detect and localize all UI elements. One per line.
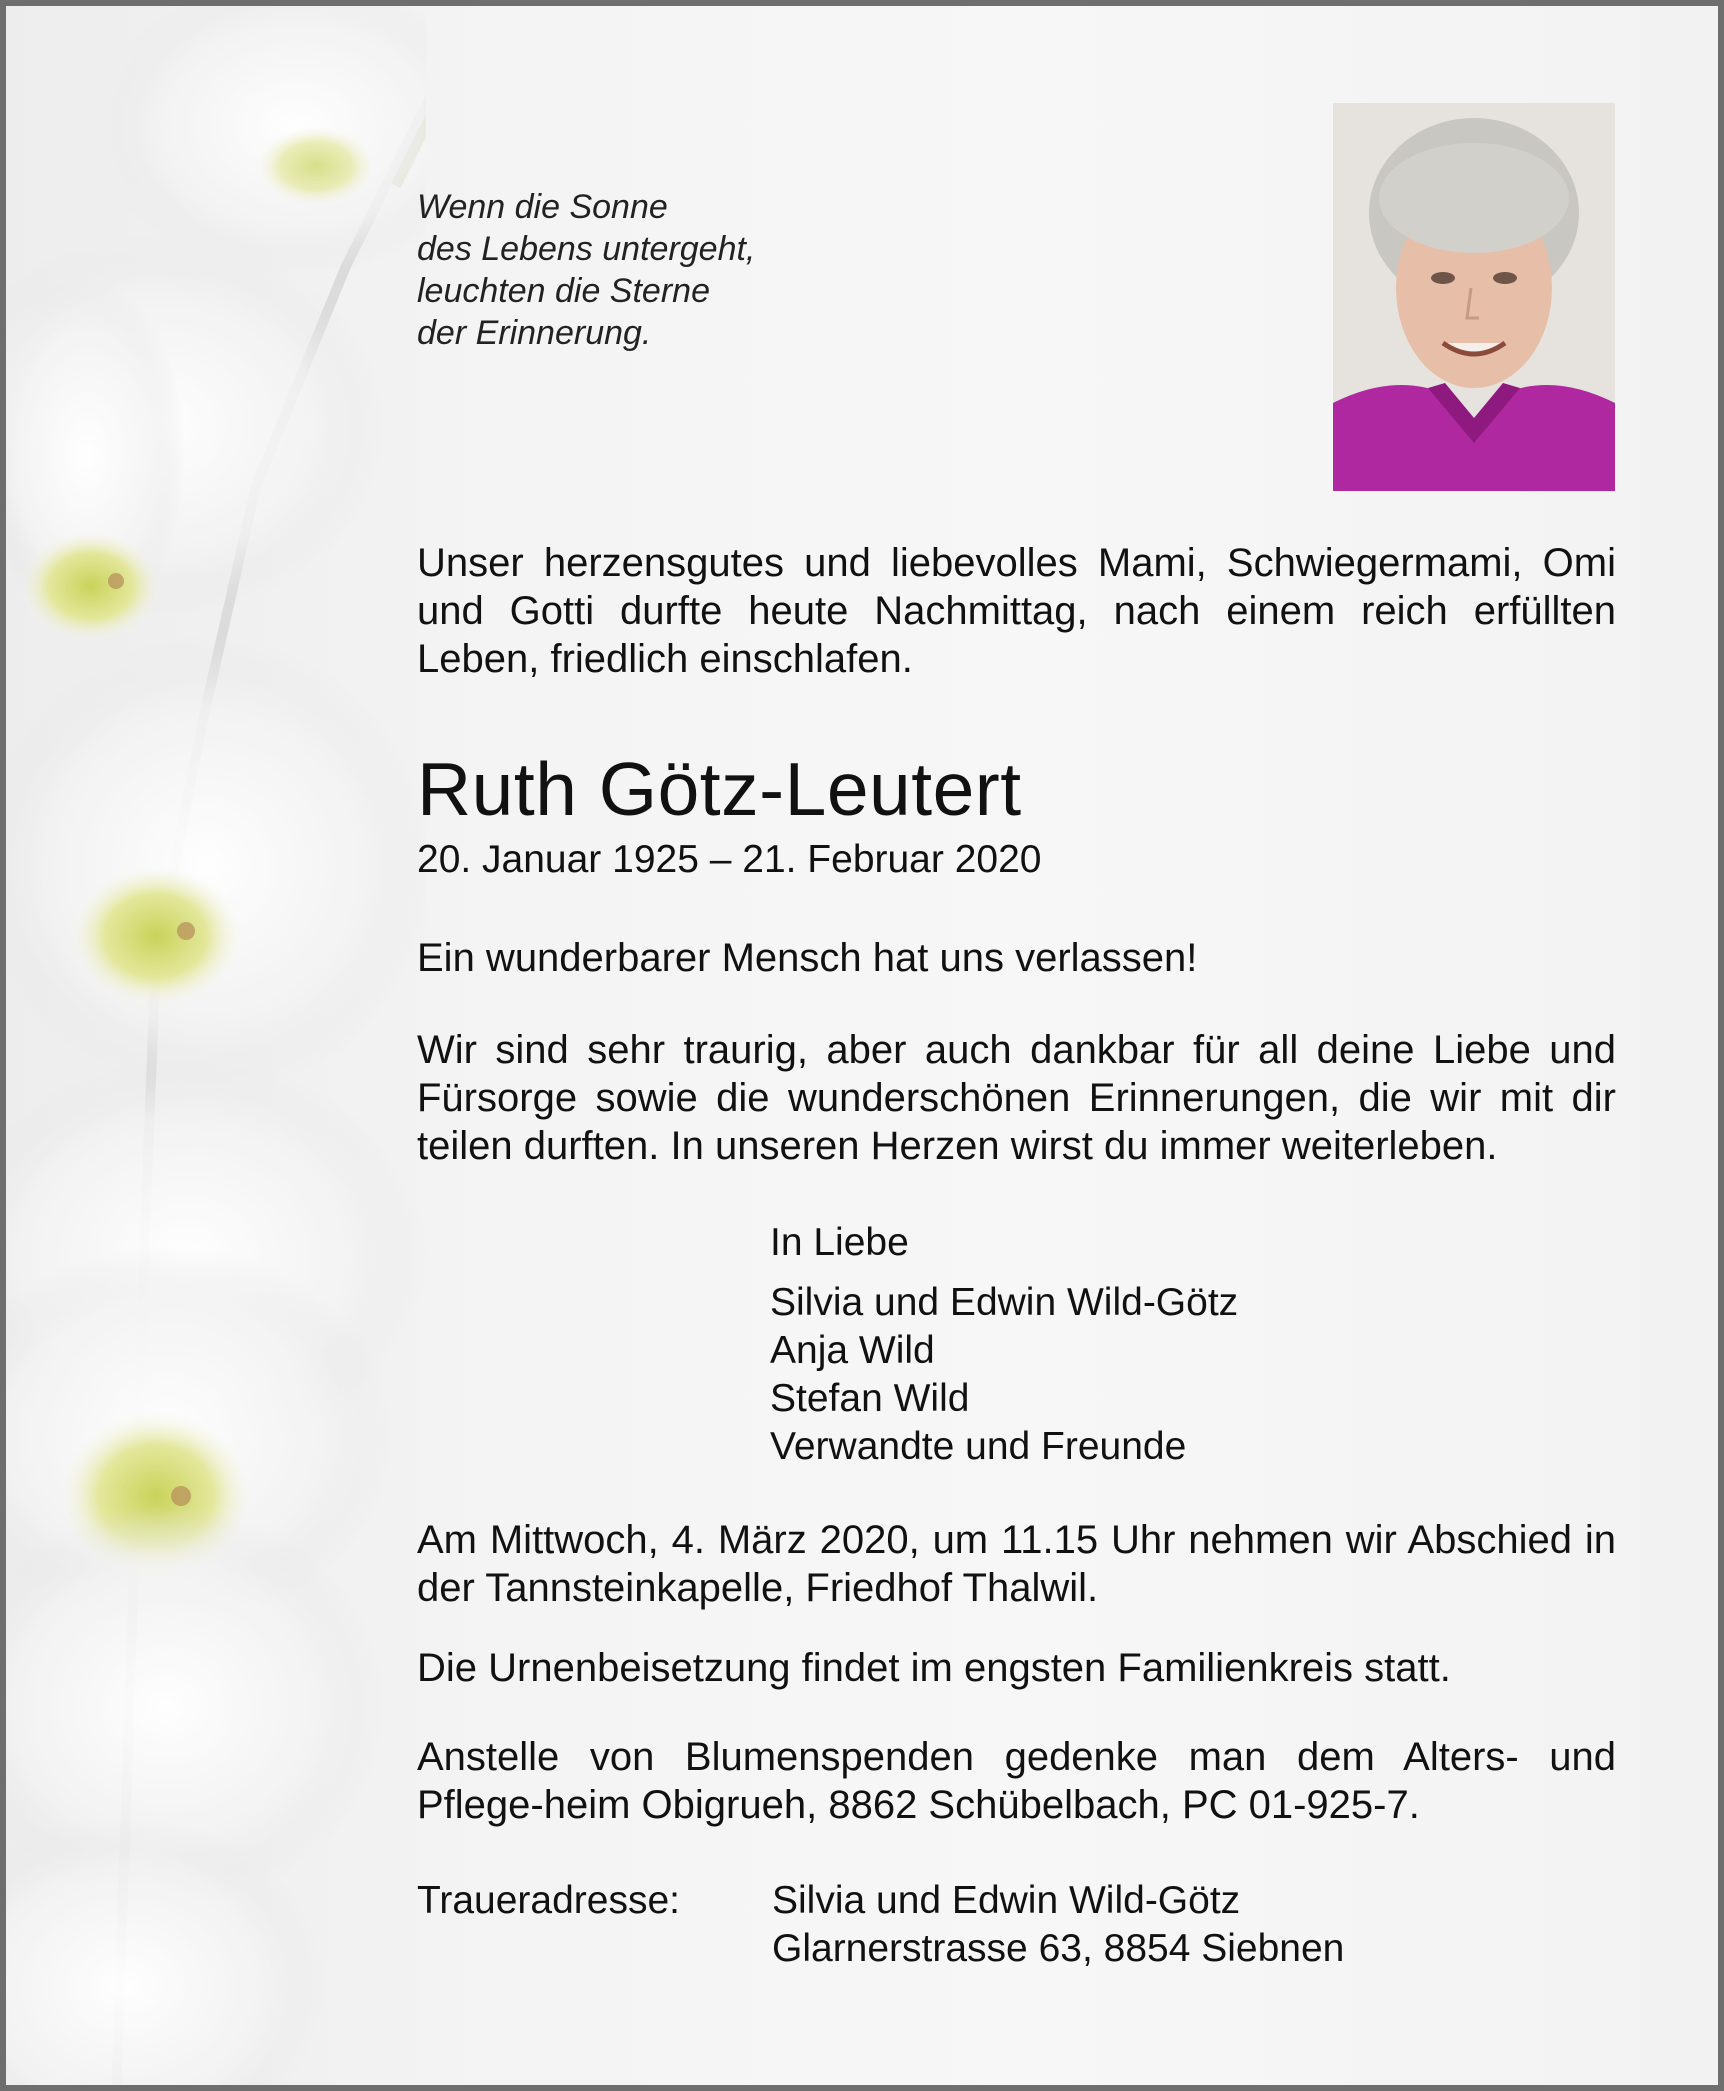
- grief-paragraph: Wir sind sehr traurig, aber auch dankbar für all deine Liebe und Fürsorge sowie die wunderschönen Erinnerungen, die wir mit dir teilen durften. In unseren Herzen wirst du immer weiterleben.: [417, 1028, 1616, 1168]
- address-line: Glarnerstrasse 63, 8854 Siebnen: [772, 1927, 1345, 1970]
- mourner-name: Silvia und Edwin Wild-Götz: [770, 1281, 1239, 1324]
- mourner-name: Anja Wild: [770, 1329, 935, 1372]
- life-dates: 20. Januar 1925 – 21. Februar 2020: [417, 838, 1042, 881]
- mourner-name: Verwandte und Freunde: [770, 1425, 1187, 1468]
- signature-names: [770, 1279, 1238, 1471]
- address-block: [772, 1877, 1344, 1973]
- deceased-name: Ruth Götz-Leutert: [417, 747, 1022, 831]
- signature-closing: In Liebe: [770, 1221, 909, 1264]
- address-line: Silvia und Edwin Wild-Götz: [772, 1879, 1241, 1922]
- mourner-name: Stefan Wild: [770, 1377, 970, 1420]
- address-label: Traueradresse:: [417, 1879, 681, 1922]
- motto-line: Wenn die Sonne: [417, 188, 668, 226]
- intro-paragraph: Unser herzensgutes und liebevolles Mami, Schwiegermami, Omi und Gotti durfte heute Nachmittag, nach einem reich erfüllten Leben, friedlich einschlafen.: [417, 541, 1616, 681]
- motto-line: der Erinnerung.: [417, 314, 652, 352]
- motto-line: leuchten die Sterne: [417, 272, 710, 310]
- urn-paragraph: Die Urnenbeisetzung findet im engsten Familienkreis statt.: [417, 1646, 1451, 1690]
- tribute-line: Ein wunderbarer Mensch hat uns verlassen!: [417, 936, 1198, 980]
- farewell-paragraph: Am Mittwoch, 4. März 2020, um 11.15 Uhr nehmen wir Abschied in der Tannsteinkapelle, Friedhof Thalwil.: [417, 1518, 1616, 1610]
- motto-verse: [417, 186, 1616, 354]
- orchid-decoration: [6, 6, 426, 2091]
- motto-line: des Lebens untergeht,: [417, 230, 756, 268]
- donation-paragraph: Anstelle von Blumenspenden gedenke man dem Alters- und Pflege-heim Obigrueh, 8862 Schübelbach, PC 01-925-7.: [417, 1735, 1616, 1827]
